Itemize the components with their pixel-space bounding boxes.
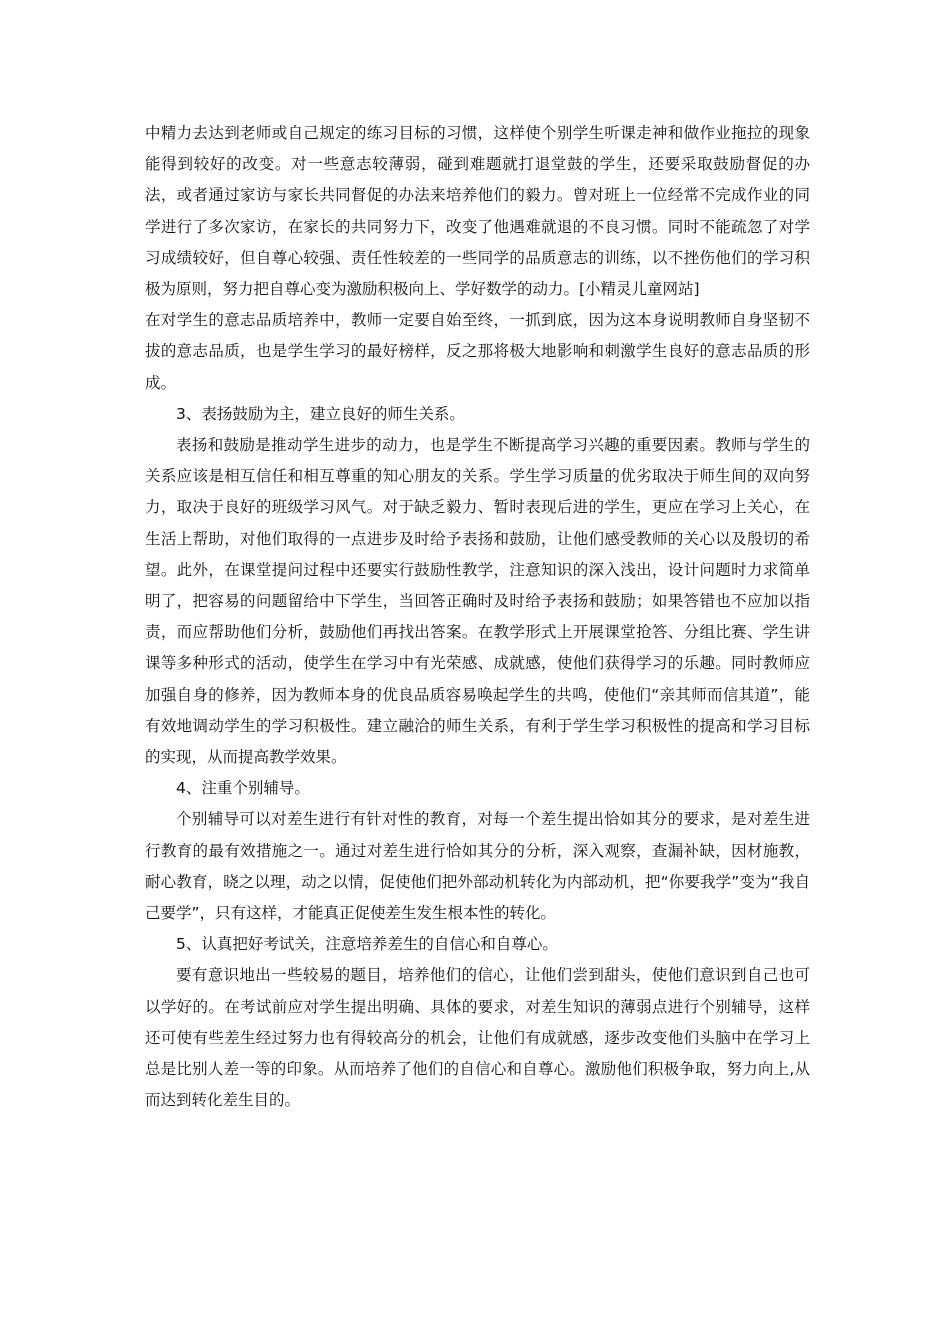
paragraph-exam-confidence: 要有意识地出一些较易的题目，培养他们的信心，让他们尝到甜头，使他们意识到自己也可以学好的。在考试前应对学生提出明确、具体的要求，对差生知识的薄弱点进行个别辅导，这样还可使有些差生经过努力也有得较高分的机会，让他们有成就感，逐步改变他们头脑中在学习上总是比别人差一等的印象。从而培养了他们的自信心和自尊心。激励他们积极争取，努力向上,从而达到转化差生目的。 (145, 966, 810, 1110)
paragraph-willpower-training: 中精力去达到老师或自己规定的练习目标的习惯，这样使个别学生听课走神和做作业拖拉的现象能得到较好的改变。对一些意志较薄弱，碰到难题就打退堂鼓的学生，还要采取鼓励督促的办法，或者通过家访与家长共同督促的办法来培养他们的毅力。曾对班上一位经常不完成作业的同学进行了多次家访，在家长的共同努力下，改变了他遇难就退的不良习惯。同时不能疏忽了对学习成绩较好，但自尊心较强、责任性较差的一些同学的品质意志的训练，以不挫伤他们的学习积极为原则，努力把自尊心变为激励积极向上、学好数学的动力。[小精灵儿童网站] (145, 124, 810, 299)
heading-exam-confidence: 5、认真把好考试关，注意培养差生的自信心和自尊心。 (176, 935, 558, 954)
document-page (145, 118, 810, 1117)
paragraph-individual-tutoring: 个别辅导可以对差生进行有针对性的教育，对每一个差生提出恰如其分的要求，是对差生进行教育的最有效措施之一。通过对差生进行恰如其分的分析，深入观察，查漏补缺，因材施教，耐心教育，晓之以理，动之以情，促使他们把外部动机转化为内部动机，把“你要我学”变为“我自己要学”，只有这样，才能真正促使差生发生根本性的转化。 (145, 810, 810, 923)
paragraph-teacher-student-relationship: 表扬和鼓励是推动学生进步的动力，也是学生不断提高学习兴趣的重要因素。教师与学生的关系应该是相互信任和相互尊重的知心朋友的关系。学生学习质量的优劣取决于师生间的双向努力，取决于良好的班级学习风气。对于缺乏毅力、暂时表现后进的学生，更应在学习上关心，在生活上帮助，对他们取得的一点进步及时给予表扬和鼓励，让他们感受教师的关心以及殷切的希望。此外，在课堂提问过程中还要实行鼓励性教学，注意知识的深入浅出，设计问题时力求简单明了，把容易的问题留给中下学生，当回答正确时及时给予表扬和鼓励；如果答错也不应加以指责，而应帮助他们分析，鼓励他们再找出答案。在教学形式上开展课堂抢答、分组比赛、学生讲课等多种形式的活动，使学生在学习中有光荣感、成就感，使他们获得学习的乐趣。同时教师应加强自身的修养，因为教师本身的优良品质容易唤起学生的共鸣，使他们“亲其师而信其道”，能有效地调动学生的学习积极性。建立融洽的师生关系，有利于学生学习积极性的提高和学习目标的实现，从而提高教学效果。 (145, 436, 810, 767)
heading-individual-tutoring: 4、注重个别辅导。 (176, 779, 310, 798)
paragraph-teacher-example: 在对学生的意志品质培养中，教师一定要自始至终，一抓到底，因为这本身说明教师自身坚韧不拔的意志品质，也是学生学习的最好榜样，反之那将极大地影响和刺激学生良好的意志品质的形成。 (145, 311, 810, 392)
heading-praise-encouragement: 3、表扬鼓励为主，建立良好的师生关系。 (176, 404, 465, 423)
